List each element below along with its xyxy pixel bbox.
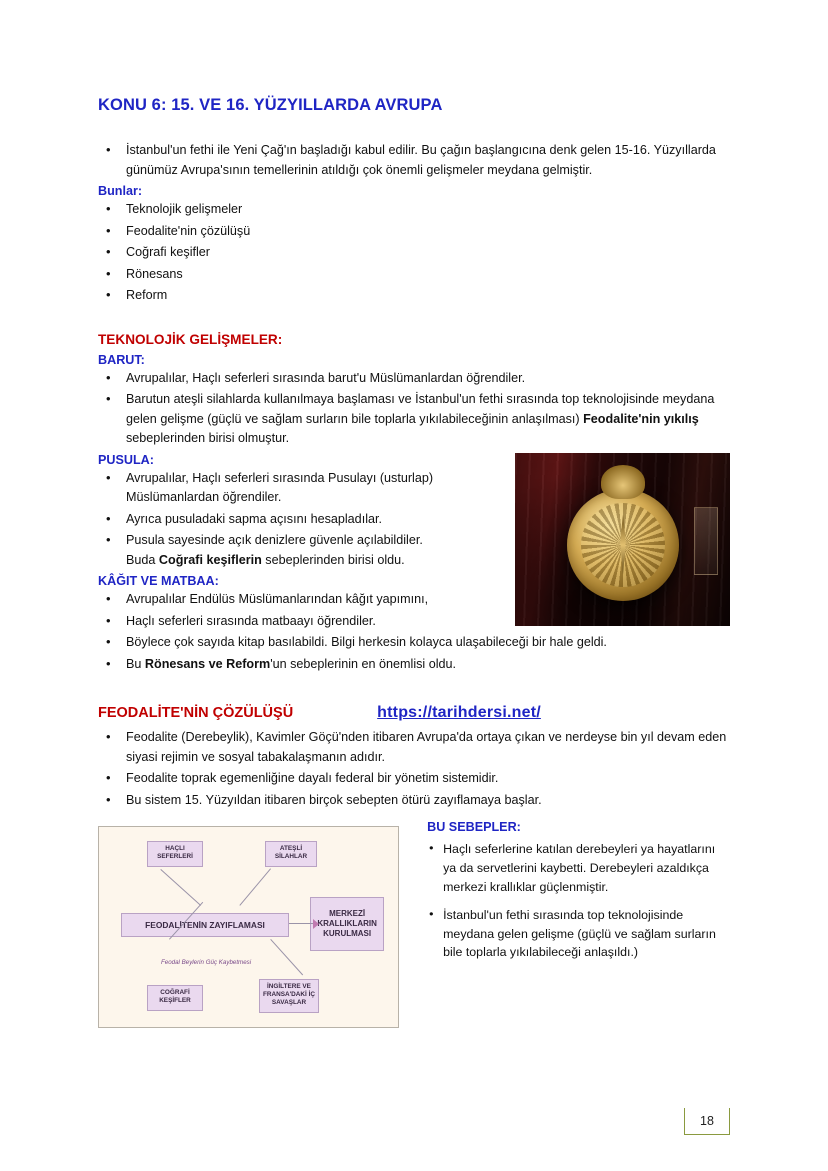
- intro-bullet: • İstanbul'un fethi ile Yeni Çağ'ın başladığı kabul edilir. Bu çağın başlangıcına denk gelen 15-16. Yüzyıllarda günümüz Avrupa'sının temellerinin atıldığı çok önemli gelişmeler meydana gelmiştir.: [98, 141, 730, 180]
- diagram-node-merkezi: MERKEZİ KRALLIKLARIN KURULMASI: [310, 897, 384, 951]
- compass-crown-icon: [601, 465, 645, 499]
- bunlar-list: [98, 200, 730, 306]
- pusula-last-tail: sebeplerinden birisi oldu.: [261, 552, 405, 567]
- section-heading-feodalite: FEODALİTE'NİN ÇÖZÜLÜŞÜ: [98, 705, 294, 722]
- kagit-continuation: • Haçlı seferleri sırasında matbaayı öğrendiler.: [98, 612, 730, 632]
- list-item: [98, 655, 730, 675]
- kagit-list: [98, 590, 730, 674]
- diagram-connector: [289, 923, 315, 924]
- diagram-connector: [239, 869, 271, 906]
- diagram-caption: Feodal Beylerin Güç Kaybetmesi: [161, 959, 252, 967]
- kagit-tail: 'un sebeplerinin en önemlisi oldu.: [270, 656, 457, 671]
- list-item: • Rönesans: [98, 265, 730, 285]
- list-item: • Feodalite (Derebeylik), Kavimler Göçü'nden itibaren Avrupa'da ortaya çıkan ve nerdeyse bin yıl devam eden siyasi rejimin ve sosyal tabakalaşmanın adıdır.: [98, 728, 730, 767]
- pusula-last-bold: Coğrafi keşiflerin: [158, 552, 262, 567]
- list-item: • Ayrıca pusuladaki sapma açısını hesapladılar.: [98, 510, 730, 530]
- barut-tail: sebeplerinden birisi olmuştur.: [126, 431, 290, 446]
- bunlar-label: Bunlar:: [98, 184, 143, 199]
- diagram-center-label: FEODALİTENİN ZAYIFLAMASI: [121, 913, 289, 937]
- reason-item: • İstanbul'un fethi sırasında top teknolojisinde meydana gelen gelişme (güçlü ve sağlam surların bile toplarla yıkılabileceği anlaşıldı.): [427, 906, 730, 962]
- reasons-column: [427, 820, 730, 972]
- diagram-node-hacli: HAÇLI SEFERLERİ: [147, 841, 203, 867]
- list-item: • Avrupalılar, Haçlı seferleri sırasında barut'u Müslümanlardan öğrendiler.: [98, 369, 730, 389]
- sub-heading-kagit: KÂĞIT VE MATBAA:: [98, 574, 219, 589]
- intro-list: [98, 141, 730, 180]
- reason-item: • Haçlı seferlerine katılan derebeyleri ya hayatlarını ya da servetlerini kaybetti. Derebeyleri azaldıkça merkezi krallıklar güçlenmiştir.: [427, 840, 730, 896]
- sub-heading-barut: BARUT:: [98, 352, 145, 367]
- diagram-arrow-icon: [313, 919, 319, 929]
- page-number: 18: [684, 1108, 730, 1135]
- diagram-node-ingiltere: İNGİLTERE VE FRANSA'DAKİ İÇ SAVAŞLAR: [259, 979, 319, 1013]
- barut-list: [98, 369, 730, 449]
- kagit-bold: Rönesans ve Reform: [144, 656, 271, 671]
- list-item: • Bu sistem 15. Yüzyıldan itibaren birçok sebepten ötürü zayıflamaya başlar.: [98, 791, 730, 811]
- list-item: • Avrupalılar, Haçlı seferleri sırasında Pusulayı (usturlap) Müslümanlardan öğrendiler.: [98, 469, 730, 508]
- barut-bold: Feodalite'nin yıkılış: [583, 411, 699, 426]
- section-heading-teknolojik: TEKNOLOJİK GELİŞMELER:: [98, 331, 283, 347]
- list-item: • Feodalite'nin çözülüşü: [98, 222, 730, 242]
- reasons-heading: BU SEBEPLER:: [427, 820, 521, 835]
- list-item: [98, 390, 730, 449]
- pusula-text: Pusula sayesinde açık denizlere güvenle açılabildiler.: [126, 533, 423, 548]
- book-spine-label: [694, 507, 718, 575]
- barut-text: Barutun ateşli silahlarda kullanılmaya başlaması ve İstanbul'un fethi sırasında top teknolojisinde meydana gelen gelişme (güçlü ve sağlam surların bile toplarla yıkılabileceğinin anlaşılması): [126, 392, 715, 426]
- diagram-node-atesli: ATEŞLİ SİLAHLAR: [265, 841, 317, 867]
- page-title: KONU 6: 15. VE 16. YÜZYILLARDA AVRUPA: [98, 96, 443, 114]
- pusula-last-prefix: Buda: [126, 552, 159, 567]
- feodalite-diagram: [98, 826, 399, 1028]
- feodalite-list: [98, 728, 730, 810]
- diagram-and-reasons: [98, 820, 730, 1038]
- sub-heading-pusula: PUSULA:: [98, 452, 154, 467]
- diagram-node-cografi: COĞRAFİ KEŞİFLER: [147, 985, 203, 1011]
- kagit-prefix: Bu: [126, 656, 145, 671]
- list-item: • Reform: [98, 286, 730, 306]
- list-item: • Teknolojik gelişmeler: [98, 200, 730, 220]
- diagram-connector: [160, 869, 201, 906]
- list-item: • Feodalite toprak egemenliğine dayalı federal bir yönetim sistemidir.: [98, 769, 730, 789]
- site-link[interactable]: https://tarihdersi.net/: [377, 704, 541, 722]
- diagram-connector: [270, 939, 303, 975]
- feodalite-header-row: [98, 704, 730, 722]
- list-item: • Böylece çok sayıda kitap basılabildi. Bilgi herkesin kolayca ulaşabileceği bir hale geldi.: [98, 633, 730, 653]
- list-item: • Coğrafi keşifler: [98, 243, 730, 263]
- list-item: • Avrupalılar Endülüs Müslümanlarından kâğıt yapımını,: [98, 590, 730, 610]
